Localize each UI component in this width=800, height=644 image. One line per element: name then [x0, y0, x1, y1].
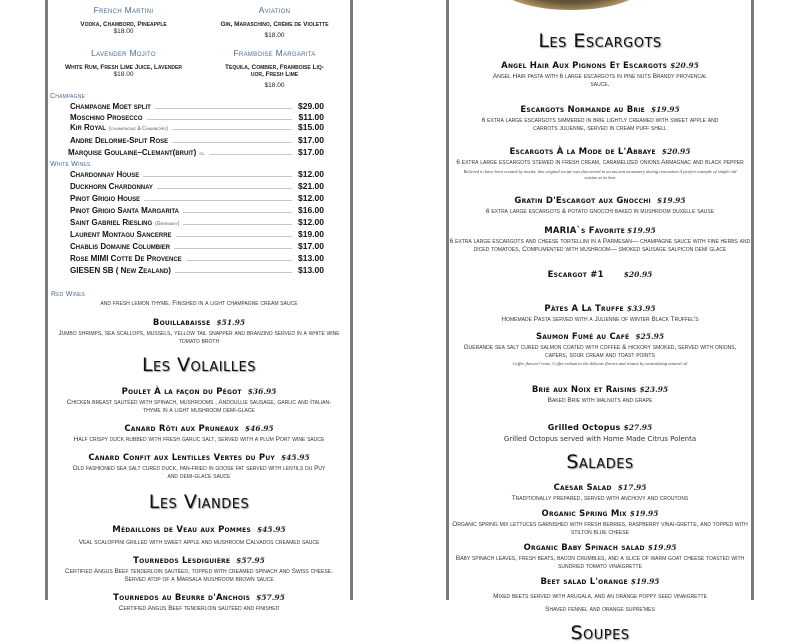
dish-name: Organic Spring Mix	[541, 508, 627, 519]
wine-row	[50, 205, 350, 217]
wine-name: Pinot Grigio Santa Margarita	[70, 206, 179, 215]
cocktail-item	[48, 48, 199, 90]
dish-price: $36.95	[247, 387, 277, 396]
dish-name: Caesar Salad	[553, 482, 612, 493]
white-wines-heading: White Wines	[50, 161, 91, 168]
wine-price: $21.00	[298, 181, 324, 191]
dish-desc: Old fashioned sea salt cured duck, pan-fried in goose fat served with lentils du Puy and demi-glace sauce	[72, 465, 326, 480]
dish-price: $17.95	[617, 482, 647, 492]
dish-price: $20.95	[623, 270, 653, 279]
wine-name: Saint Gabriel Riesling	[70, 218, 153, 227]
wine-row	[50, 169, 350, 181]
entrees-menu-page	[0, 298, 400, 612]
dish-desc: Homemade Pasta served with a Julienne of winter Black Truffel's	[501, 316, 699, 323]
dish-name: Tournedos Lesdiguière	[133, 556, 231, 566]
dish-desc: Chicken breast sautéed with spinach, mushrooms , Andoullie sausage, garlic and Italian-thyme in a light mushroom demi-glace	[66, 399, 332, 414]
dish-item	[449, 220, 751, 254]
wine-name: Duckhorn Chardonnay	[70, 182, 153, 191]
dish-item	[449, 298, 751, 324]
wine-name: Moschino Prosecco	[70, 112, 143, 122]
cocktail-price: $18.00	[264, 32, 285, 39]
section-title-viandes: Les Viandes	[148, 491, 250, 513]
dish-item	[449, 503, 751, 537]
dish-desc: Angel Hair pasta with 6 large escargots in pine nuts Brandy provencal sauce.	[492, 73, 708, 88]
wine-name: Rose MIMI Cotte De Provence	[70, 254, 182, 263]
dish-desc: and fresh lemon thyme. Finished in a light champagne cream sauce	[100, 300, 298, 307]
page-border-right	[350, 0, 353, 298]
dish-desc: Traditionally prepared, served with anchovy and croutons	[511, 494, 689, 502]
page-border-right	[350, 298, 353, 600]
cocktail-name: Aviation	[258, 5, 291, 15]
wine-name: Marquise Goulaine–Clemant(bruit)	[68, 148, 197, 157]
section-title-volailles: Les Volailles	[141, 354, 257, 376]
dish-name: Organic Baby Spinach salad	[523, 542, 645, 553]
wine-name: Pinot Grigio House	[70, 194, 141, 203]
carryover-description	[48, 300, 350, 308]
wine-note: (champagne & Chambord)	[108, 126, 168, 132]
wine-row	[50, 147, 350, 158]
wine-name: Laurent Montagu Sancerre	[70, 230, 172, 239]
dish-name: Canard Confit aux Lentilles Vertes du Puy	[88, 453, 275, 463]
cocktail-price: $18.00	[113, 28, 134, 35]
section-title-salades: Salades	[566, 450, 634, 473]
dish-item	[449, 571, 751, 614]
wine-row	[50, 135, 350, 146]
dish-name: Beet salad L'orange	[540, 576, 628, 587]
dish-name: Brie aux Noix et Raisins	[531, 384, 637, 395]
wine-price: $15.00	[298, 122, 324, 132]
section-title-soupes: Soupes	[570, 621, 630, 644]
drinks-menu-page	[0, 0, 400, 298]
wine-price: $17.00	[298, 147, 324, 157]
dish-name: Pâtes A La Truffe	[544, 304, 624, 314]
cocktail-price: $18.00	[264, 82, 285, 89]
wine-price: $13.00	[298, 265, 324, 275]
dish-price: $46.95	[244, 424, 274, 433]
cocktail-item	[199, 48, 350, 90]
dish-price: $25.95	[635, 332, 665, 341]
wine-row	[50, 229, 350, 241]
dish-price: $33.95	[626, 304, 656, 313]
dish-desc: Certified Angus Beef tenderloin sautéed and finished	[118, 605, 280, 612]
section-title-escargots: Les Escargots	[538, 30, 662, 52]
dish-name: Tournedos au Beurre d'Anchois	[113, 593, 251, 603]
red-wines-heading: Red Wines	[51, 291, 86, 298]
cocktail-item	[199, 5, 350, 40]
dish-desc-extra: Shaved fennel and orange supre'mes	[545, 605, 655, 613]
wine-row	[50, 217, 350, 229]
champagne-heading: Champagne	[50, 93, 86, 100]
wine-name: Chablis Domaine Columbier	[70, 242, 171, 251]
wine-price: $13.00	[298, 253, 324, 263]
cocktail-desc: Gin, Maraschino, Crème de Violette	[220, 21, 329, 28]
dish-desc: Grilled Octopus served with Home Made Citrus Polenta	[503, 434, 697, 443]
dish-note: Coffee flavors? none, Coffee enhances the delicate flavors and texture by neutralizing natural oil	[512, 361, 688, 366]
dish-name: Canard Rôti aux Pruneaux	[124, 424, 239, 434]
cocktail-name: French Martini	[93, 5, 154, 15]
dish-price: $19.95	[630, 576, 660, 586]
cocktail-name: Lavender Mojito	[91, 48, 156, 58]
wine-price: $19.00	[298, 229, 324, 239]
dish-name: Poulet À la façon du Pégot	[121, 387, 242, 397]
dish-name: Médaillons de Veau aux Pommes	[112, 525, 251, 535]
dish-price: $19.95	[629, 508, 659, 518]
dish-desc: Veal scaloppini grilled with sweet apple and mushroom Calvados creamed sauce	[78, 539, 320, 546]
dish-name: Bouillabaisse	[152, 318, 211, 328]
dish-desc: Mixed beets served with arugala, and an orange poppy seed vinaigrette	[493, 592, 707, 600]
dish-desc: Guérande sea salt cured salmon coated with coffee & hickory smoked, served with onions, capers, sour cream and toast points	[463, 344, 737, 359]
dish-item	[449, 141, 751, 180]
page-border-right	[751, 0, 754, 298]
dish-desc: 6 extra large escargots & potato gnocchi baked in mushroom duxelle sause	[485, 208, 715, 215]
dish-price: $45.95	[280, 453, 310, 462]
wine-price: $17.00	[298, 241, 324, 251]
dish-price: $57.95	[256, 593, 285, 602]
escargot-dish-photo	[498, 0, 644, 10]
wine-name: Champagne Moet split	[70, 102, 151, 111]
dish-desc: Organic spring mix lettuces garnished with fresh berries, raspberry vinai-grette, and topped with stilton blue cheese	[452, 520, 748, 536]
wine-price: $29.00	[298, 101, 324, 111]
dish-item	[449, 379, 751, 405]
wine-price: $16.00	[298, 205, 324, 215]
dish-name: Saumon Fumé au Café	[535, 332, 630, 342]
dish-item	[48, 519, 350, 547]
dish-item	[48, 418, 350, 444]
dish-item	[449, 55, 751, 89]
cocktail-desc: White Rum, Fresh Lime Juice, Lavender	[65, 64, 182, 71]
wine-row	[50, 181, 350, 193]
dish-desc: 6 extra large escargots simmered in brie lightly creamed with sweet apple and carrots julienne, served in cream puff shell	[481, 117, 719, 132]
dish-grilled-octopus	[449, 417, 751, 443]
hors-doeuvres-menu-page	[400, 298, 800, 644]
dish-item	[449, 190, 751, 216]
wine-name: GIESEN SB ( New Zealand)	[70, 266, 171, 275]
wine-note: gl	[199, 151, 205, 157]
dish-price: $27.95	[623, 422, 653, 432]
wine-note: (Germany)	[155, 221, 180, 227]
dish-item	[48, 447, 350, 481]
wine-price: $12.00	[298, 169, 324, 179]
dish-price: $19.95	[650, 105, 680, 114]
dish-desc: Baby spinach leaves, fresh beats, bacon crumbles, and a slice of warm goat cheese toasted with sundried tomato vinaigrette	[455, 554, 745, 570]
cocktail-item	[48, 5, 199, 40]
wine-row	[50, 101, 350, 112]
dish-bouillabaisse	[48, 312, 350, 346]
dish-name: Escargots À la Mode de L'Abbaye	[509, 147, 656, 157]
champagne-list	[50, 92, 350, 158]
dish-item	[48, 381, 350, 415]
wine-name: Andre Delorme-Split Rose	[70, 135, 169, 145]
dish-item	[449, 326, 751, 367]
dish-note: Believed to have been created by monks, this original recipe was discovered in an ancient monastery during renovation A perfect example of simple old cuisine at its best	[463, 169, 737, 180]
wine-price: $12.00	[298, 217, 324, 227]
dish-desc: Jumbo shrimps, sea scallops, mussels, yellow tail snapper and branzino served in a white wine tomato broth	[58, 330, 340, 345]
page-border-right	[751, 298, 754, 600]
wine-row	[50, 241, 350, 253]
wine-row	[50, 112, 350, 123]
dish-price: $19.95	[647, 542, 677, 552]
dish-price: $20.95	[670, 61, 699, 70]
dish-price: $45.95	[256, 525, 286, 534]
dish-desc: Half crispy duck rubbed with fresh garlic salt, served with a plum Port wine sauce	[73, 436, 325, 443]
dish-item	[449, 537, 751, 571]
wine-row	[50, 193, 350, 205]
dish-price: $51.95	[216, 318, 246, 327]
cocktail-desc: Tequila, Combier, Framboise Liq-uor, Fresh Lime	[225, 64, 324, 78]
dish-price: $23.95	[639, 384, 669, 394]
wine-price: $17.00	[298, 134, 324, 145]
dish-item	[48, 550, 350, 584]
dish-name: Angel Hair Aux Pignons Et Escargots	[501, 61, 668, 71]
dish-price: $19.95	[627, 226, 656, 235]
dish-price: $57.95	[236, 556, 265, 565]
dish-desc: Baked Brie with walnuts and grape	[547, 396, 653, 404]
wine-row	[50, 253, 350, 265]
wine-price: $11.00	[298, 111, 324, 122]
dish-item	[449, 477, 751, 503]
cocktail-name: Framboise Margarita	[233, 48, 316, 58]
dish-item-cut	[449, 264, 751, 282]
dish-name: Gratin D'Escargot aux Gnocchi	[514, 196, 651, 206]
dish-item	[48, 587, 350, 613]
wine-name: Chardonnay House	[70, 170, 140, 179]
cocktail-price: $18.00	[113, 71, 134, 78]
dish-name: MARIA`s Favorite	[544, 226, 626, 236]
escargots-menu-page	[400, 0, 800, 298]
dish-name: Grilled Octopus	[547, 422, 621, 432]
wine-row	[50, 265, 350, 277]
dish-name: Escargots Normande au Brie	[520, 105, 645, 115]
dish-desc: 6 extra large escargots stewed in fresh cream, caramelized onions Armagnac and black pepper	[456, 159, 744, 166]
wine-price: $12.00	[298, 193, 324, 203]
dish-price: $20.95	[661, 147, 691, 156]
wine-row	[50, 122, 350, 133]
dish-item	[449, 99, 751, 133]
white-wine-list	[50, 160, 350, 277]
cocktail-desc: Vodka, Chambord, Pineapple	[80, 21, 167, 28]
dish-desc: 6 extra large escargots and cheese tortellini in a Parmesan— champagne sauce with fine herbs and diced tomatoes, Complimented with mushroom— smoked sausage salpicon demi glace	[449, 238, 751, 253]
dish-price: $19.95	[656, 196, 686, 205]
dish-desc: Certified Angus Beef tenderloin sautéed, topped with creamed spinach and Swiss cheese. Served atop of a Marsala mushroom brown sauce	[65, 568, 333, 583]
wine-name: Kir Royal	[70, 123, 106, 132]
dish-name: Escargot #1	[547, 270, 604, 280]
